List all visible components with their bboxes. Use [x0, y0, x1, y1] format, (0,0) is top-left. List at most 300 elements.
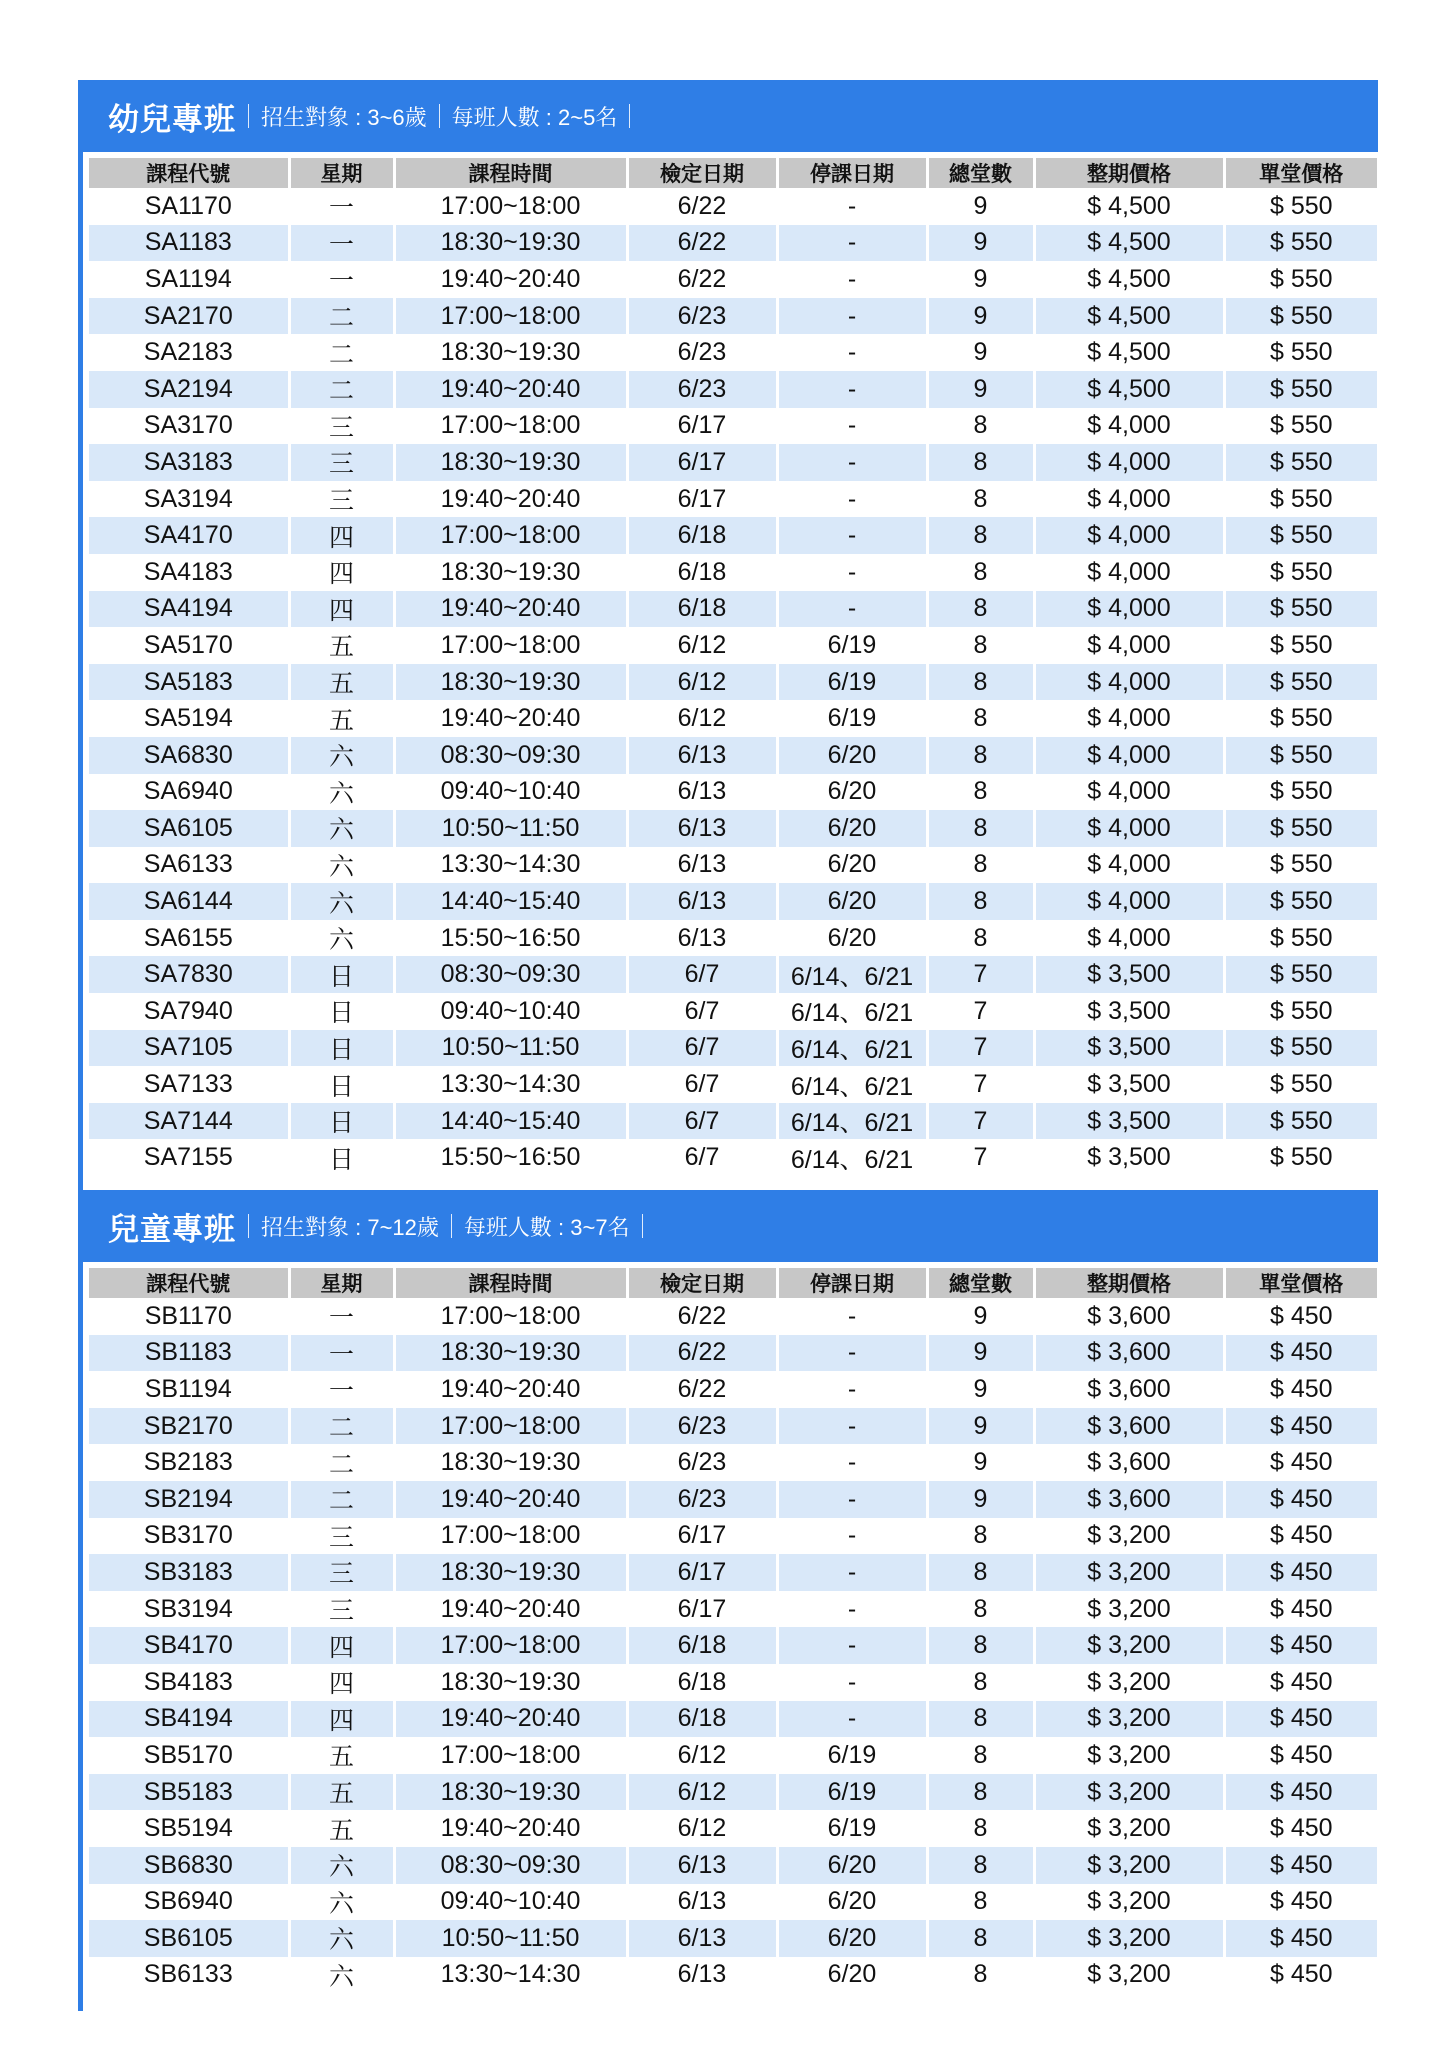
weekday-cell: 三 — [289, 408, 394, 445]
exam-date-cell: 6/13 — [627, 737, 777, 774]
course-time-cell: 19:40~20:40 — [394, 700, 627, 737]
weekday-cell: 二 — [289, 298, 394, 335]
table-row — [89, 1408, 1377, 1445]
table-row — [89, 517, 1377, 554]
weekday-cell: 六 — [289, 774, 394, 811]
total-sessions-cell: 8 — [927, 920, 1034, 957]
course-time-cell: 18:30~19:30 — [394, 554, 627, 591]
divider — [629, 104, 630, 128]
full-price-cell: $ 3,200 — [1034, 1591, 1224, 1628]
weekday-cell: 六 — [289, 1884, 394, 1921]
table-row — [89, 261, 1377, 298]
suspension-date-cell: 6/20 — [777, 883, 927, 920]
table-row — [89, 1518, 1377, 1555]
weekday-cell: 三 — [289, 444, 394, 481]
total-sessions-cell: 8 — [927, 1884, 1034, 1921]
full-price-cell: $ 3,200 — [1034, 1774, 1224, 1811]
total-sessions-cell: 8 — [927, 700, 1034, 737]
suspension-date-cell: 6/19 — [777, 700, 927, 737]
total-sessions-cell: 8 — [927, 1664, 1034, 1701]
full-price-cell: $ 3,200 — [1034, 1957, 1224, 1994]
suspension-date-cell: 6/19 — [777, 1774, 927, 1811]
weekday-cell: 四 — [289, 1627, 394, 1664]
single-price-cell: $ 550 — [1224, 444, 1377, 481]
full-price-cell: $ 3,600 — [1034, 1371, 1224, 1408]
full-price-cell: $ 3,500 — [1034, 1103, 1224, 1140]
course-time-cell: 15:50~16:50 — [394, 1139, 627, 1176]
exam-date-cell: 6/7 — [627, 993, 777, 1030]
course-time-cell: 17:00~18:00 — [394, 408, 627, 445]
total-sessions-cell: 8 — [927, 1591, 1034, 1628]
course-time-cell: 13:30~14:30 — [394, 847, 627, 884]
full-price-cell: $ 4,500 — [1034, 225, 1224, 262]
weekday-cell: 五 — [289, 627, 394, 664]
weekday-cell: 四 — [289, 554, 394, 591]
course-time-cell: 18:30~19:30 — [394, 664, 627, 701]
course-time-cell: 19:40~20:40 — [394, 481, 627, 518]
course-code-cell: SA6133 — [89, 847, 289, 884]
total-sessions-cell: 9 — [927, 225, 1034, 262]
suspension-date-cell: 6/14、6/21 — [777, 1066, 927, 1103]
table-row — [89, 444, 1377, 481]
course-code-cell: SA3170 — [89, 408, 289, 445]
full-price-cell: $ 4,500 — [1034, 334, 1224, 371]
exam-date-cell: 6/7 — [627, 1066, 777, 1103]
course-code-cell: SB2183 — [89, 1444, 289, 1481]
table-body — [89, 188, 1377, 1176]
full-price-cell: $ 4,000 — [1034, 664, 1224, 701]
single-price-cell: $ 450 — [1224, 1701, 1377, 1738]
table-header-row — [89, 158, 1377, 188]
total-sessions-cell: 7 — [927, 1066, 1034, 1103]
course-time-cell: 18:30~19:30 — [394, 1664, 627, 1701]
course-code-cell: SA3194 — [89, 481, 289, 518]
course-time-cell: 18:30~19:30 — [394, 1554, 627, 1591]
table-row — [89, 408, 1377, 445]
weekday-cell: 一 — [289, 225, 394, 262]
table-row — [89, 188, 1377, 225]
single-price-cell: $ 450 — [1224, 1481, 1377, 1518]
full-price-cell: $ 4,000 — [1034, 444, 1224, 481]
course-code-cell: SB6133 — [89, 1957, 289, 1994]
divider — [248, 104, 249, 128]
exam-date-cell: 6/13 — [627, 1920, 777, 1957]
single-price-cell: $ 450 — [1224, 1774, 1377, 1811]
exam-date-cell: 6/13 — [627, 774, 777, 811]
suspension-date-cell: 6/20 — [777, 1847, 927, 1884]
course-time-cell: 18:30~19:30 — [394, 1774, 627, 1811]
table-row — [89, 1481, 1377, 1518]
single-price-cell: $ 450 — [1224, 1408, 1377, 1445]
weekday-cell: 六 — [289, 1920, 394, 1957]
total-sessions-cell: 7 — [927, 1030, 1034, 1067]
column-header: 停課日期 — [777, 158, 927, 188]
suspension-date-cell: 6/20 — [777, 1884, 927, 1921]
suspension-date-cell: 6/19 — [777, 664, 927, 701]
weekday-cell: 五 — [289, 1774, 394, 1811]
exam-date-cell: 6/13 — [627, 883, 777, 920]
exam-date-cell: 6/18 — [627, 1664, 777, 1701]
course-code-cell: SA1194 — [89, 261, 289, 298]
course-time-cell: 19:40~20:40 — [394, 1371, 627, 1408]
full-price-cell: $ 3,200 — [1034, 1627, 1224, 1664]
course-code-cell: SA5194 — [89, 700, 289, 737]
course-code-cell: SB6105 — [89, 1920, 289, 1957]
table-row — [89, 1701, 1377, 1738]
table-row — [89, 1884, 1377, 1921]
total-sessions-cell: 8 — [927, 1627, 1034, 1664]
course-time-cell: 17:00~18:00 — [394, 1737, 627, 1774]
full-price-cell: $ 3,200 — [1034, 1701, 1224, 1738]
suspension-date-cell: - — [777, 517, 927, 554]
weekday-cell: 五 — [289, 1810, 394, 1847]
weekday-cell: 六 — [289, 920, 394, 957]
suspension-date-cell: - — [777, 371, 927, 408]
table-row — [89, 1444, 1377, 1481]
course-time-cell: 18:30~19:30 — [394, 444, 627, 481]
table-row — [89, 1335, 1377, 1372]
table-row — [89, 956, 1377, 993]
exam-date-cell: 6/17 — [627, 1554, 777, 1591]
suspension-date-cell: - — [777, 188, 927, 225]
table-row — [89, 993, 1377, 1030]
course-time-cell: 19:40~20:40 — [394, 371, 627, 408]
total-sessions-cell: 9 — [927, 188, 1034, 225]
total-sessions-cell: 8 — [927, 1737, 1034, 1774]
class-size: 每班人數 : 3~7名 — [463, 1214, 630, 1240]
exam-date-cell: 6/22 — [627, 225, 777, 262]
full-price-cell: $ 4,000 — [1034, 591, 1224, 628]
table-row — [89, 371, 1377, 408]
total-sessions-cell: 8 — [927, 847, 1034, 884]
full-price-cell: $ 3,200 — [1034, 1664, 1224, 1701]
exam-date-cell: 6/7 — [627, 1103, 777, 1140]
table-row — [89, 1591, 1377, 1628]
single-price-cell: $ 550 — [1224, 371, 1377, 408]
table-row — [89, 1066, 1377, 1103]
weekday-cell: 一 — [289, 188, 394, 225]
exam-date-cell: 6/13 — [627, 1884, 777, 1921]
course-code-cell: SB2170 — [89, 1408, 289, 1445]
course-code-cell: SB5194 — [89, 1810, 289, 1847]
suspension-date-cell: 6/20 — [777, 774, 927, 811]
single-price-cell: $ 450 — [1224, 1335, 1377, 1372]
course-code-cell: SA6940 — [89, 774, 289, 811]
single-price-cell: $ 550 — [1224, 517, 1377, 554]
exam-date-cell: 6/23 — [627, 1408, 777, 1445]
single-price-cell: $ 450 — [1269, 1448, 1333, 1477]
enrollment-target: 招生對象 : 7~12歲 — [261, 1214, 439, 1240]
single-price-cell: $ 550 — [1269, 923, 1333, 952]
single-price-cell: $ 550 — [1269, 411, 1333, 440]
single-price-cell: $ 450 — [1269, 1667, 1333, 1696]
single-price-cell: $ 450 — [1224, 1554, 1377, 1591]
suspension-date-cell: - — [777, 1335, 927, 1372]
course-code-cell: SA2170 — [89, 298, 289, 335]
full-price-cell: $ 4,000 — [1034, 554, 1224, 591]
table-row — [89, 1957, 1377, 1994]
total-sessions-cell: 8 — [927, 774, 1034, 811]
single-price-cell: $ 450 — [1269, 1887, 1333, 1916]
single-price-cell: $ 550 — [1269, 996, 1333, 1025]
course-code-cell: SA5170 — [89, 627, 289, 664]
course-code-cell: SA6830 — [89, 737, 289, 774]
exam-date-cell: 6/17 — [627, 408, 777, 445]
table-row — [89, 1103, 1377, 1140]
weekday-cell: 日 — [289, 1030, 394, 1067]
table-row — [89, 225, 1377, 262]
column-header: 總堂數 — [927, 158, 1034, 188]
total-sessions-cell: 9 — [927, 1298, 1034, 1335]
weekday-cell: 日 — [289, 993, 394, 1030]
course-time-cell: 13:30~14:30 — [394, 1066, 627, 1103]
exam-date-cell: 6/7 — [627, 956, 777, 993]
section-body — [78, 152, 1378, 1194]
total-sessions-cell: 9 — [927, 1371, 1034, 1408]
exam-date-cell: 6/18 — [627, 591, 777, 628]
section-header — [78, 80, 1378, 152]
course-code-cell: SB6940 — [89, 1884, 289, 1921]
exam-date-cell: 6/17 — [627, 444, 777, 481]
table-row — [89, 737, 1377, 774]
column-header: 課程時間 — [394, 158, 627, 188]
table-row — [89, 664, 1377, 701]
enrollment-target: 招生對象 : 3~6歲 — [261, 104, 427, 130]
exam-date-cell: 6/22 — [627, 1298, 777, 1335]
course-time-cell: 10:50~11:50 — [394, 810, 627, 847]
total-sessions-cell: 8 — [927, 883, 1034, 920]
weekday-cell: 三 — [289, 1518, 394, 1555]
total-sessions-cell: 8 — [927, 444, 1034, 481]
exam-date-cell: 6/17 — [627, 1591, 777, 1628]
column-header: 整期價格 — [1034, 158, 1224, 188]
weekday-cell: 五 — [289, 700, 394, 737]
suspension-date-cell: - — [777, 1444, 927, 1481]
single-price-cell: $ 550 — [1224, 1103, 1377, 1140]
course-time-cell: 10:50~11:50 — [394, 1030, 627, 1067]
course-time-cell: 17:00~18:00 — [394, 188, 627, 225]
single-price-cell: $ 550 — [1269, 191, 1333, 220]
weekday-cell: 二 — [289, 1444, 394, 1481]
full-price-cell: $ 3,200 — [1034, 1847, 1224, 1884]
full-price-cell: $ 3,500 — [1034, 956, 1224, 993]
course-code-cell: SB2194 — [89, 1481, 289, 1518]
course-code-cell: SA4194 — [89, 591, 289, 628]
exam-date-cell: 6/23 — [627, 1481, 777, 1518]
course-time-cell: 17:00~18:00 — [394, 298, 627, 335]
course-code-cell: SB1194 — [89, 1371, 289, 1408]
course-time-cell: 17:00~18:00 — [394, 1298, 627, 1335]
course-code-cell: SA6144 — [89, 883, 289, 920]
total-sessions-cell: 8 — [927, 737, 1034, 774]
full-price-cell: $ 4,500 — [1034, 298, 1224, 335]
exam-date-cell: 6/12 — [627, 627, 777, 664]
course-code-cell: SB3170 — [89, 1518, 289, 1555]
course-code-cell: SA6155 — [89, 920, 289, 957]
total-sessions-cell: 9 — [927, 1408, 1034, 1445]
single-price-cell: $ 450 — [1269, 1740, 1333, 1769]
exam-date-cell: 6/12 — [627, 1737, 777, 1774]
total-sessions-cell: 9 — [927, 1335, 1034, 1372]
course-code-cell: SB5183 — [89, 1774, 289, 1811]
suspension-date-cell: - — [777, 444, 927, 481]
suspension-date-cell: - — [777, 1627, 927, 1664]
single-price-cell: $ 550 — [1224, 1030, 1377, 1067]
weekday-cell: 二 — [289, 334, 394, 371]
schedule-table — [89, 158, 1377, 1176]
divider — [451, 1214, 452, 1238]
table-row — [89, 810, 1377, 847]
full-price-cell: $ 3,500 — [1034, 1139, 1224, 1176]
schedule-table — [89, 1268, 1377, 1993]
section-title: 幼兒專班 — [108, 101, 236, 137]
weekday-cell: 六 — [289, 1847, 394, 1884]
table-row — [89, 1847, 1377, 1884]
single-price-cell: $ 550 — [1269, 484, 1333, 513]
full-price-cell: $ 3,600 — [1034, 1481, 1224, 1518]
section-preschool — [78, 80, 1378, 1194]
suspension-date-cell: 6/20 — [777, 1920, 927, 1957]
suspension-date-cell: - — [777, 1664, 927, 1701]
course-time-cell: 18:30~19:30 — [394, 225, 627, 262]
exam-date-cell: 6/12 — [627, 1774, 777, 1811]
suspension-date-cell: 6/19 — [777, 627, 927, 664]
course-code-cell: SB6830 — [89, 1847, 289, 1884]
suspension-date-cell: 6/20 — [777, 737, 927, 774]
exam-date-cell: 6/22 — [627, 1371, 777, 1408]
full-price-cell: $ 4,000 — [1034, 481, 1224, 518]
table-row — [89, 1737, 1377, 1774]
suspension-date-cell: - — [777, 1591, 927, 1628]
single-price-cell: $ 450 — [1269, 1814, 1333, 1843]
exam-date-cell: 6/7 — [627, 1030, 777, 1067]
exam-date-cell: 6/18 — [627, 1627, 777, 1664]
exam-date-cell: 6/23 — [627, 1444, 777, 1481]
suspension-date-cell: 6/14、6/21 — [777, 1030, 927, 1067]
course-time-cell: 17:00~18:00 — [394, 627, 627, 664]
table-row — [89, 1627, 1377, 1664]
course-code-cell: SB4194 — [89, 1701, 289, 1738]
course-code-cell: SA7830 — [89, 956, 289, 993]
single-price-cell: $ 550 — [1269, 557, 1333, 586]
total-sessions-cell: 8 — [927, 1847, 1034, 1884]
course-time-cell: 08:30~09:30 — [394, 737, 627, 774]
table-row — [89, 1139, 1377, 1176]
suspension-date-cell: 6/14、6/21 — [777, 993, 927, 1030]
course-time-cell: 09:40~10:40 — [394, 774, 627, 811]
course-code-cell: SB1170 — [89, 1298, 289, 1335]
exam-date-cell: 6/18 — [627, 517, 777, 554]
course-time-cell: 09:40~10:40 — [394, 1884, 627, 1921]
total-sessions-cell: 8 — [927, 1774, 1034, 1811]
full-price-cell: $ 3,600 — [1034, 1298, 1224, 1335]
divider — [248, 1214, 249, 1238]
single-price-cell: $ 550 — [1269, 704, 1333, 733]
exam-date-cell: 6/22 — [627, 1335, 777, 1372]
single-price-cell: $ 550 — [1224, 664, 1377, 701]
total-sessions-cell: 8 — [927, 1701, 1034, 1738]
course-code-cell: SA1183 — [89, 225, 289, 262]
single-price-cell: $ 550 — [1269, 777, 1333, 806]
course-code-cell: SA2194 — [89, 371, 289, 408]
exam-date-cell: 6/13 — [627, 1847, 777, 1884]
class-size: 每班人數 : 2~5名 — [451, 104, 618, 130]
full-price-cell: $ 4,500 — [1034, 188, 1224, 225]
full-price-cell: $ 3,500 — [1034, 1030, 1224, 1067]
total-sessions-cell: 7 — [927, 1139, 1034, 1176]
total-sessions-cell: 8 — [927, 591, 1034, 628]
weekday-cell: 五 — [289, 1737, 394, 1774]
total-sessions-cell: 8 — [927, 1810, 1034, 1847]
suspension-date-cell: - — [777, 481, 927, 518]
full-price-cell: $ 3,500 — [1034, 1066, 1224, 1103]
column-header: 檢定日期 — [627, 158, 777, 188]
section-header — [78, 1190, 1378, 1262]
column-header: 單堂價格 — [1224, 1268, 1377, 1298]
full-price-cell: $ 3,600 — [1034, 1444, 1224, 1481]
single-price-cell: $ 550 — [1224, 737, 1377, 774]
exam-date-cell: 6/12 — [627, 664, 777, 701]
suspension-date-cell: 6/14、6/21 — [777, 956, 927, 993]
single-price-cell: $ 550 — [1224, 591, 1377, 628]
course-code-cell: SA5183 — [89, 664, 289, 701]
single-price-cell: $ 550 — [1224, 956, 1377, 993]
total-sessions-cell: 8 — [927, 408, 1034, 445]
total-sessions-cell: 7 — [927, 956, 1034, 993]
full-price-cell: $ 3,200 — [1034, 1518, 1224, 1555]
exam-date-cell: 6/18 — [627, 554, 777, 591]
suspension-date-cell: 6/14、6/21 — [777, 1103, 927, 1140]
suspension-date-cell: - — [777, 261, 927, 298]
single-price-cell: $ 450 — [1269, 1301, 1333, 1330]
course-time-cell: 08:30~09:30 — [394, 1847, 627, 1884]
course-code-cell: SB4170 — [89, 1627, 289, 1664]
column-header: 課程代號 — [89, 158, 289, 188]
suspension-date-cell: 6/19 — [777, 1737, 927, 1774]
table-row — [89, 627, 1377, 664]
table-row — [89, 1920, 1377, 1957]
weekday-cell: 二 — [289, 1408, 394, 1445]
full-price-cell: $ 3,600 — [1034, 1335, 1224, 1372]
single-price-cell: $ 450 — [1269, 1374, 1333, 1403]
weekday-cell: 一 — [289, 1335, 394, 1372]
total-sessions-cell: 9 — [927, 261, 1034, 298]
full-price-cell: $ 4,500 — [1034, 371, 1224, 408]
course-code-cell: SA4183 — [89, 554, 289, 591]
exam-date-cell: 6/12 — [627, 700, 777, 737]
column-header: 檢定日期 — [627, 1268, 777, 1298]
course-code-cell: SB1183 — [89, 1335, 289, 1372]
course-time-cell: 19:40~20:40 — [394, 261, 627, 298]
course-code-cell: SA6105 — [89, 810, 289, 847]
full-price-cell: $ 4,000 — [1034, 517, 1224, 554]
weekday-cell: 日 — [289, 956, 394, 993]
single-price-cell: $ 550 — [1224, 883, 1377, 920]
course-time-cell: 17:00~18:00 — [394, 1518, 627, 1555]
column-header: 停課日期 — [777, 1268, 927, 1298]
table-row — [89, 1298, 1377, 1335]
full-price-cell: $ 4,000 — [1034, 774, 1224, 811]
weekday-cell: 六 — [289, 1957, 394, 1994]
weekday-cell: 五 — [289, 664, 394, 701]
full-price-cell: $ 4,000 — [1034, 810, 1224, 847]
weekday-cell: 日 — [289, 1103, 394, 1140]
weekday-cell: 三 — [289, 1554, 394, 1591]
weekday-cell: 一 — [289, 1371, 394, 1408]
total-sessions-cell: 8 — [927, 481, 1034, 518]
suspension-date-cell: 6/14、6/21 — [777, 1139, 927, 1176]
suspension-date-cell: - — [777, 1554, 927, 1591]
